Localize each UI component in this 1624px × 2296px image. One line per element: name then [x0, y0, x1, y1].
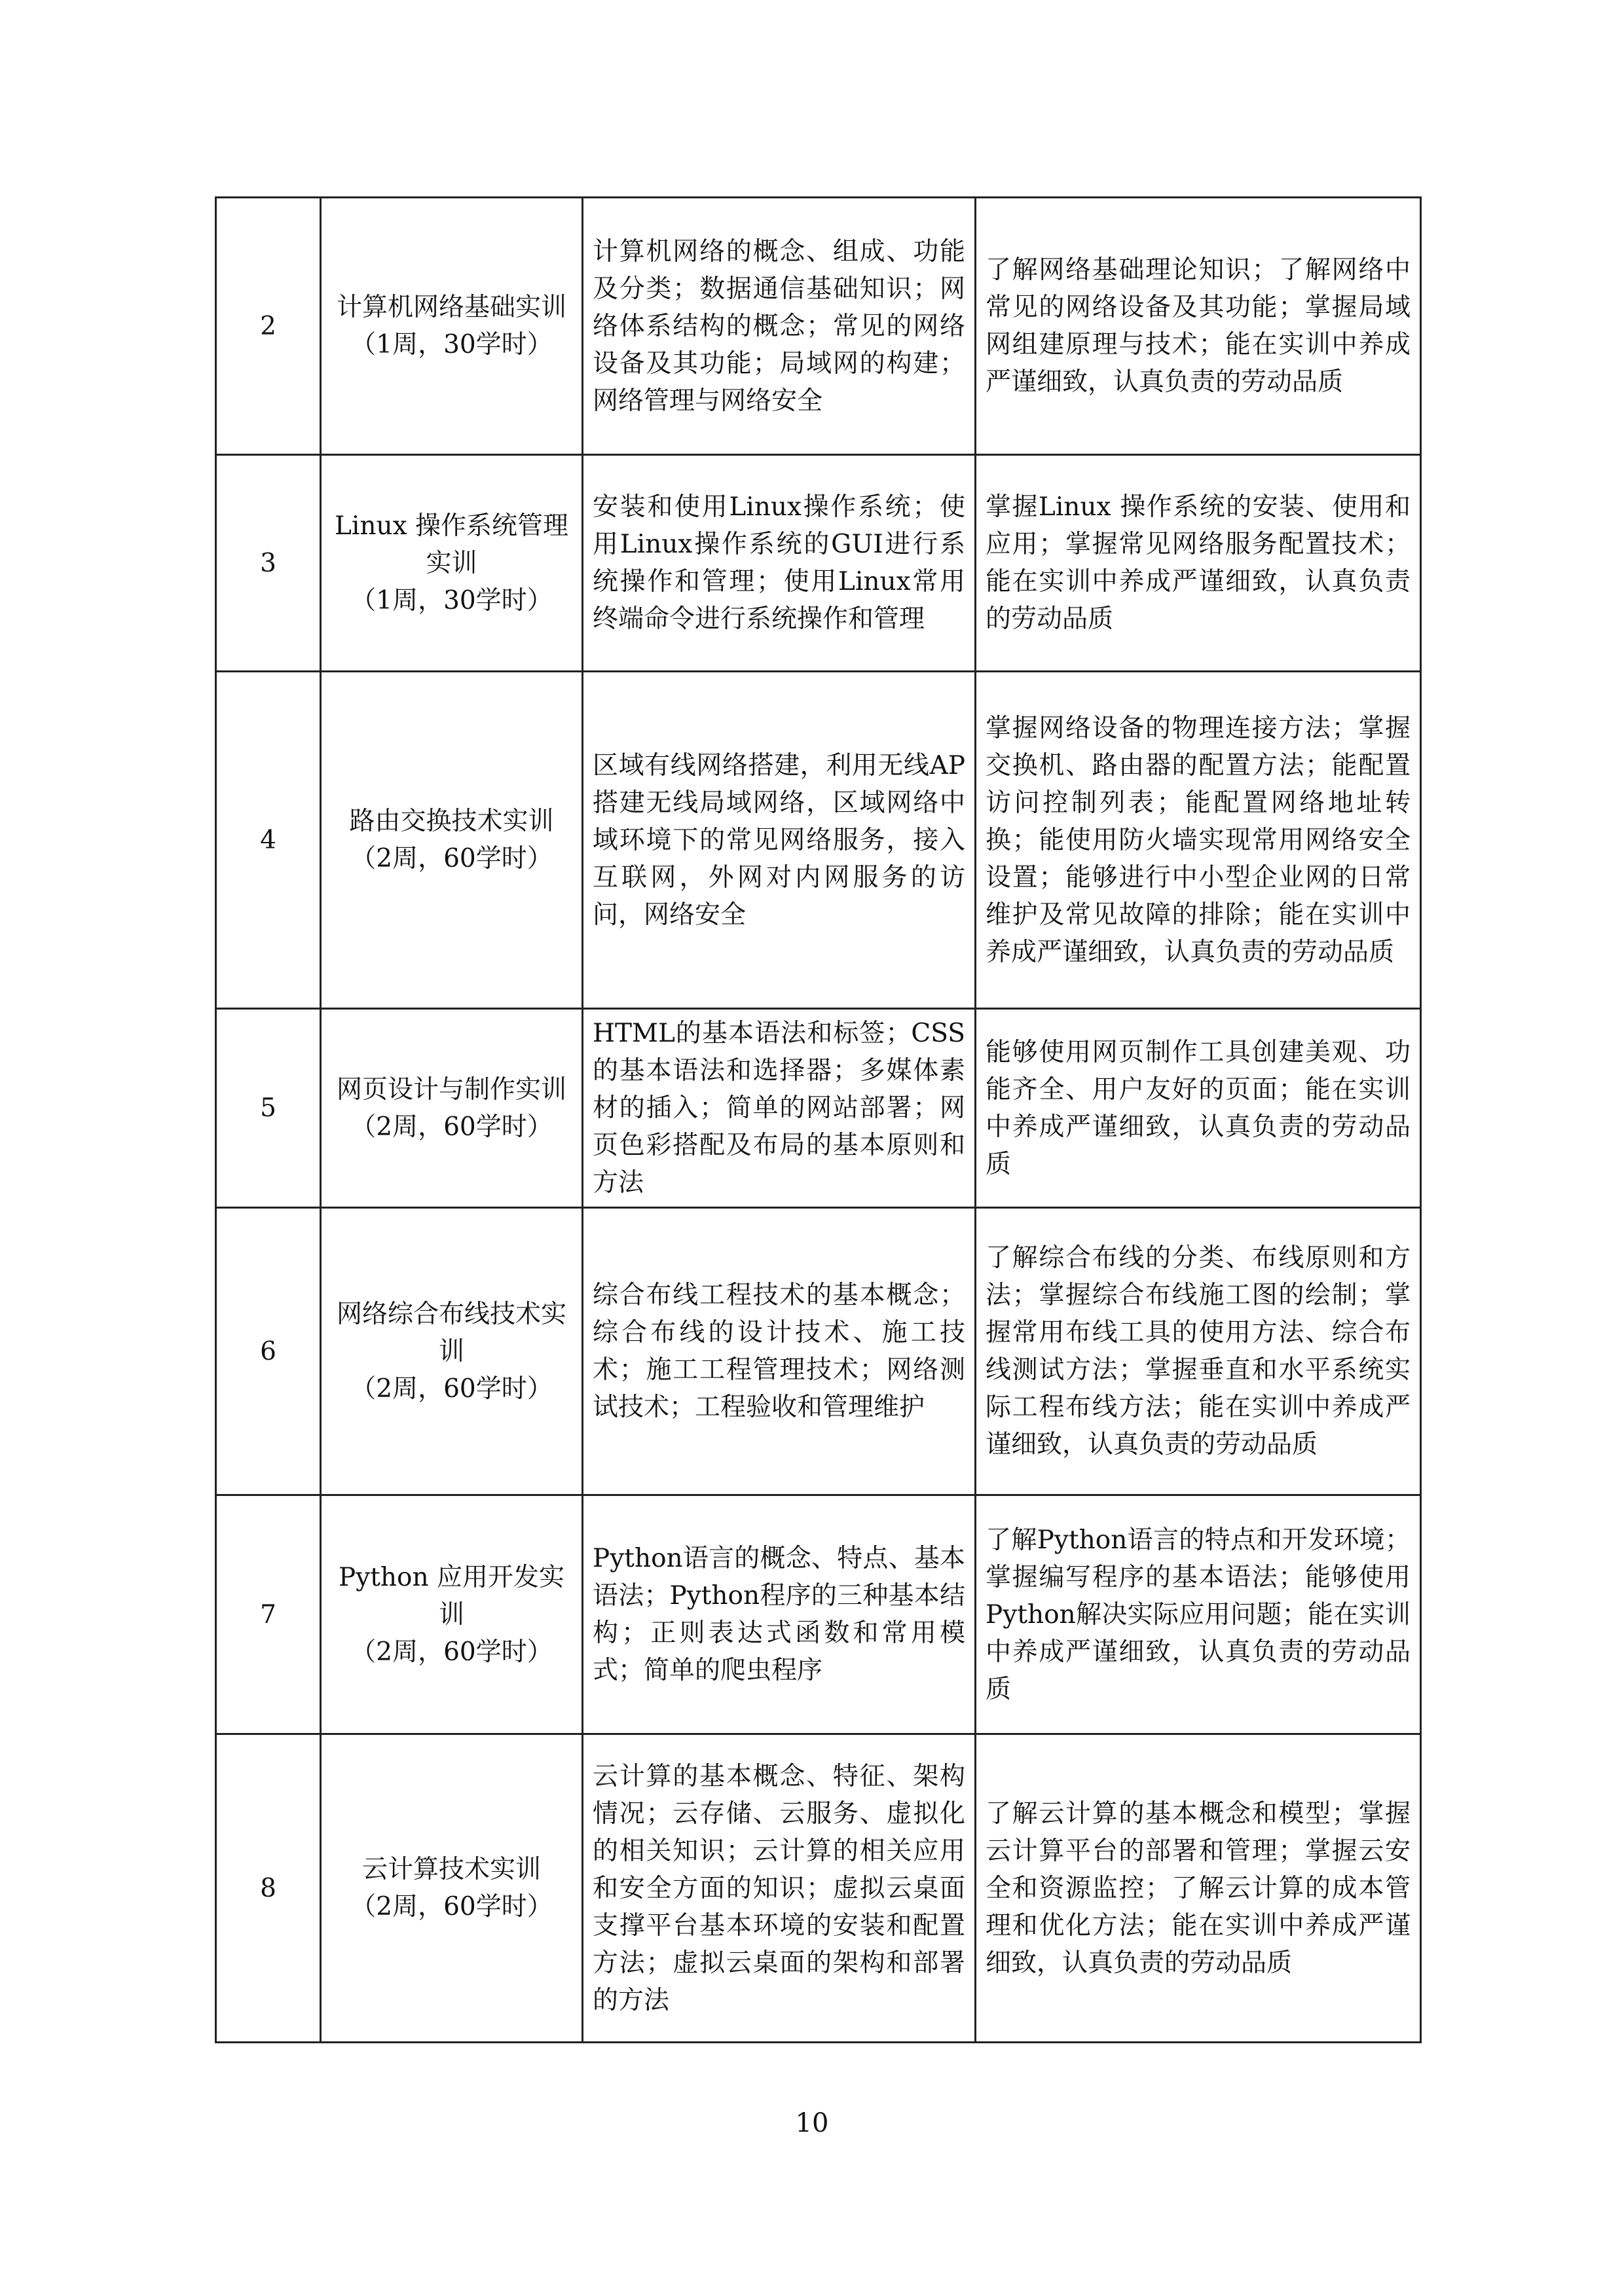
training-course-table: [215, 196, 1422, 2043]
row-number: 8: [216, 1734, 321, 2043]
table-row: [216, 672, 1421, 1009]
course-goal: 掌握Linux 操作系统的安装、使用和应用；掌握常见网络服务配置技术；能在实训中养成严谨细致，认真负责的劳动品质: [976, 455, 1421, 672]
course-content: 计算机网络的概念、组成、功能及分类；数据通信基础知识；网络体系结构的概念；常见的网络设备及其功能；局域网的构建；网络管理与网络安全: [583, 198, 976, 455]
course-goal: 掌握网络设备的物理连接方法；掌握交换机、路由器的配置方法；能配置访问控制列表；能配置网络地址转换；能使用防火墙实现常用网络安全设置；能够进行中小型企业网的日常维护及常见故障的排除；能在实训中养成严谨细致，认真负责的劳动品质: [976, 672, 1421, 1009]
row-number: 7: [216, 1495, 321, 1734]
row-number: 4: [216, 672, 321, 1009]
table-row: [216, 455, 1421, 672]
course-name: Linux 操作系统管理实训: [335, 511, 568, 578]
course-name-cell: [321, 672, 583, 1009]
course-name: Python 应用开发实训: [338, 1562, 565, 1630]
row-number: 5: [216, 1009, 321, 1208]
course-name-cell: [321, 1208, 583, 1495]
course-content: 综合布线工程技术的基本概念；综合布线的设计技术、施工技术；施工工程管理技术；网络测试技术；工程验收和管理维护: [583, 1208, 976, 1495]
course-goal: 了解云计算的基本概念和模型；掌握云计算平台的部署和管理；掌握云安全和资源监控；了解云计算的成本管理和优化方法；能在实训中养成严谨细致，认真负责的劳动品质: [976, 1734, 1421, 2043]
course-content: 安装和使用Linux操作系统；使用Linux操作系统的GUI进行系统操作和管理；使用Linux常用终端命令进行系统操作和管理: [583, 455, 976, 672]
table-row: [216, 1208, 1421, 1495]
row-number: 2: [216, 198, 321, 455]
course-name: 网络综合布线技术实训: [336, 1299, 566, 1366]
course-content: Python语言的概念、特点、基本语法；Python程序的三种基本结构；正则表达式函数和常用模式；简单的爬虫程序: [583, 1495, 976, 1734]
course-name-cell: [321, 1009, 583, 1208]
table-row: [216, 1009, 1421, 1208]
course-hours: （2周，60学时）: [350, 1112, 553, 1142]
course-goal: 了解Python语言的特点和开发环境；掌握编写程序的基本语法；能够使用Python解决实际应用问题；能在实训中养成严谨细致，认真负责的劳动品质: [976, 1495, 1421, 1734]
course-content: HTML的基本语法和标签；CSS的基本语法和选择器；多媒体素材的插入；简单的网站部署；网页色彩搭配及布局的基本原则和方法: [583, 1009, 976, 1208]
course-hours: （2周，60学时）: [350, 1374, 553, 1404]
course-hours: （2周，60学时）: [350, 844, 553, 873]
course-name-cell: [321, 198, 583, 455]
table-row: [216, 198, 1421, 455]
row-number: 6: [216, 1208, 321, 1495]
course-name: 计算机网络基础实训: [336, 293, 566, 322]
course-hours: （1周，30学时）: [350, 585, 553, 615]
course-name: 云计算技术实训: [361, 1855, 541, 1884]
course-name-cell: [321, 1495, 583, 1734]
course-goal: 了解综合布线的分类、布线原则和方法；掌握综合布线施工图的绘制；掌握常用布线工具的使用方法、综合布线测试方法；掌握垂直和水平系统实际工程布线方法；能在实训中养成严谨细致，认真负责的劳动品质: [976, 1208, 1421, 1495]
course-name-cell: [321, 455, 583, 672]
course-hours: （1周，30学时）: [350, 330, 553, 359]
course-hours: （2周，60学时）: [350, 1637, 553, 1667]
table-row: [216, 1734, 1421, 2043]
course-goal: 了解网络基础理论知识；了解网络中常见的网络设备及其功能；掌握局域网组建原理与技术；能在实训中养成严谨细致，认真负责的劳动品质: [976, 198, 1421, 455]
course-content: 云计算的基本概念、特征、架构情况；云存储、云服务、虚拟化的相关知识；云计算的相关应用和安全方面的知识；虚拟云桌面支撑平台基本环境的安装和配置方法；虚拟云桌面的架构和部署的方法: [583, 1734, 976, 2043]
row-number: 3: [216, 455, 321, 672]
course-name: 路由交换技术实训: [349, 807, 554, 836]
course-goal: 能够使用网页制作工具创建美观、功能齐全、用户友好的页面；能在实训中养成严谨细致，认真负责的劳动品质: [976, 1009, 1421, 1208]
course-name: 网页设计与制作实训: [336, 1074, 566, 1104]
course-name-cell: [321, 1734, 583, 2043]
course-content: 区域有线网络搭建，利用无线AP搭建无线局域网络，区域网络中域环境下的常见网络服务，接入互联网，外网对内网服务的访问，网络安全: [583, 672, 976, 1009]
page-number: 10: [795, 2108, 829, 2138]
table-row: [216, 1495, 1421, 1734]
course-hours: （2周，60学时）: [350, 1892, 553, 1922]
